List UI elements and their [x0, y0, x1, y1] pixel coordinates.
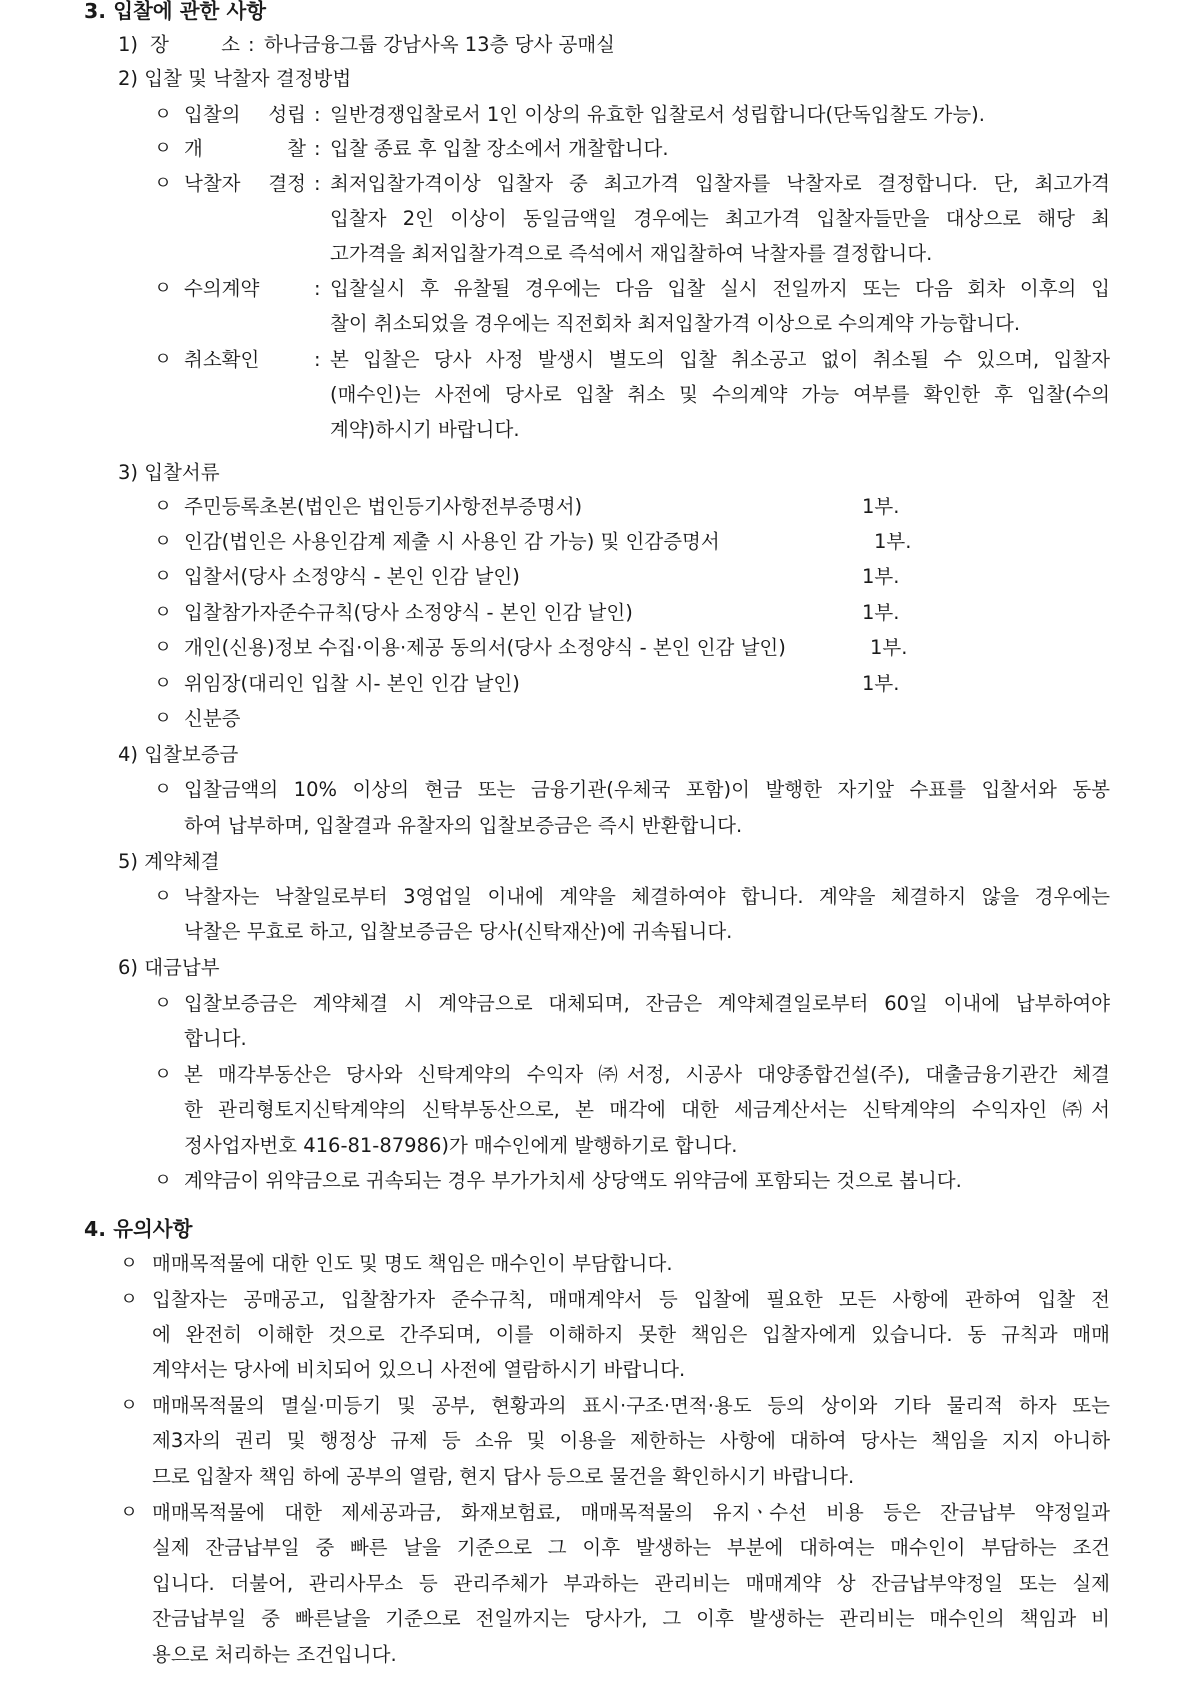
sub-1-label: 장 소: [150, 33, 240, 56]
bullet-icon: ㅇ: [120, 1289, 138, 1310]
bullet-icon: ㅇ: [154, 349, 172, 370]
sub-1-value: 하나금융그룹 강남사옥 13층 당사 공매실: [264, 33, 615, 56]
sub-3-title: 3) 입찰서류: [118, 461, 220, 484]
trust-text-3: 정사업자번호 416-81-87986)가 매수인에게 발행하기로 합니다.: [184, 1134, 738, 1157]
rule-label-cancel: 취소확인: [184, 348, 260, 371]
rule-text-private-contract-2: 찰이 취소되었을 경우에는 직전회차 최저입찰가격 이상으로 수의계약 가능합니다.: [330, 312, 1021, 335]
notice-text-2c: 계약서는 당사에 비치되어 있으니 사전에 열람하시기 바랍니다.: [152, 1358, 686, 1381]
rule-label-private-contract: 수의계약: [184, 277, 260, 300]
rule-colon: :: [314, 348, 321, 371]
rule-label-winner: 낙찰자 결정: [184, 172, 306, 195]
doc-name: 신분증: [184, 707, 241, 730]
rule-text-cancel-1: 본 입찰은 당사 사정 발생시 별도의 입찰 취소공고 없이 취소될 수 있으며, 입찰자: [330, 348, 1110, 371]
doc-quantity: 1부.: [870, 636, 908, 659]
deposit-text-2: 하여 납부하며, 입찰결과 유찰자의 입찰보증금은 즉시 반환합니다.: [184, 814, 743, 837]
rule-text-cancel-3: 계약)하시기 바랍니다.: [330, 418, 520, 441]
bullet-icon: ㅇ: [120, 1502, 138, 1523]
rule-label-establish: 입찰의 성립: [184, 103, 306, 126]
bullet-icon: ㅇ: [154, 531, 172, 552]
rule-text-private-contract-1: 입찰실시 후 유찰될 경우에는 다음 입찰 실시 전일까지 또는 다음 회차 이후의 입: [330, 277, 1110, 300]
notice-text-4a: 매매목적물에 대한 제세공과금, 화재보험료, 매매목적물의 유지ㆍ수선 비용 등은 잔금납부 약정일과: [152, 1501, 1110, 1524]
bullet-icon: ㅇ: [154, 1170, 172, 1191]
doc-quantity: 1부.: [874, 530, 912, 553]
sub-2-title: 2) 입찰 및 낙찰자 결정방법: [118, 67, 352, 90]
bullet-icon: ㅇ: [154, 278, 172, 299]
section-4-title: 4. 유의사항: [84, 1217, 193, 1241]
bullet-icon: ㅇ: [154, 708, 172, 729]
doc-quantity: 1부.: [862, 601, 900, 624]
doc-name: 위임장(대리인 입찰 시- 본인 인감 날인): [184, 672, 520, 695]
notice-text-4c: 입니다. 더불어, 관리사무소 등 관리주체가 부과하는 관리비는 매매계약 상 잔금납부약정일 또는 실제: [152, 1572, 1110, 1595]
doc-quantity: 1부.: [862, 495, 900, 518]
rule-text-opening: 입찰 종료 후 입찰 장소에서 개찰합니다.: [330, 137, 669, 160]
doc-name: 입찰서(당사 소정양식 - 본인 인감 날인): [184, 565, 520, 588]
bullet-icon: ㅇ: [154, 138, 172, 159]
rule-text-winner-2: 입찰자 2인 이상이 동일금액일 경우에는 최고가격 입찰자들만을 대상으로 해당 최: [330, 207, 1110, 230]
payment-text-2: 합니다.: [184, 1027, 247, 1050]
section-3-title: 3. 입찰에 관한 사항: [84, 0, 267, 23]
rule-colon: :: [314, 172, 321, 195]
bullet-icon: ㅇ: [154, 173, 172, 194]
rule-text-winner-3: 고가격을 최저입찰가격으로 즉석에서 재입찰하여 낙찰자를 결정합니다.: [330, 242, 933, 265]
payment-text-1: 입찰보증금은 계약체결 시 계약금으로 대체되며, 잔금은 계약체결일로부터 60일 이내에 납부하여야: [184, 992, 1110, 1015]
bullet-icon: ㅇ: [154, 602, 172, 623]
contract-text-2: 낙찰은 무효로 하고, 입찰보증금은 당사(신탁재산)에 귀속됩니다.: [184, 920, 733, 943]
rule-label-opening: 개 찰: [184, 137, 306, 160]
doc-quantity: 1부.: [862, 672, 900, 695]
bullet-icon: ㅇ: [154, 886, 172, 907]
sub-6-title: 6) 대금납부: [118, 956, 220, 979]
rule-text-establish: 일반경쟁입찰로서 1인 이상의 유효한 입찰로서 성립합니다(단독입찰도 가능).: [330, 103, 985, 126]
bullet-icon: ㅇ: [120, 1395, 138, 1416]
penalty-text: 계약금이 위약금으로 귀속되는 경우 부가가치세 상당액도 위약금에 포함되는 것으로 봅니다.: [184, 1169, 962, 1192]
rule-text-winner-1: 최저입찰가격이상 입찰자 중 최고가격 입찰자를 낙찰자로 결정합니다. 단, 최고가격: [330, 172, 1110, 195]
bullet-icon: ㅇ: [154, 993, 172, 1014]
rule-colon: :: [314, 137, 321, 160]
sub-1-colon: :: [248, 33, 255, 56]
notice-text-4e: 용으로 처리하는 조건입니다.: [152, 1643, 397, 1666]
rule-colon: :: [314, 277, 321, 300]
sub-5-title: 5) 계약체결: [118, 850, 220, 873]
notice-text-2b: 에 완전히 이해한 것으로 간주되며, 이를 이해하지 못한 책임은 입찰자에게 있습니다. 동 규칙과 매매: [152, 1323, 1110, 1346]
deposit-text-1: 입찰금액의 10% 이상의 현금 또는 금융기관(우체국 포함)이 발행한 자기앞 수표를 입찰서와 동봉: [184, 778, 1110, 801]
notice-text-3c: 므로 입찰자 책임 하에 공부의 열람, 현지 답사 등으로 물건을 확인하시기 바랍니다.: [152, 1465, 855, 1488]
bullet-icon: ㅇ: [154, 104, 172, 125]
notice-text-1: 매매목적물에 대한 인도 및 명도 책임은 매수인이 부담합니다.: [152, 1252, 673, 1275]
bullet-icon: ㅇ: [154, 637, 172, 658]
bullet-icon: ㅇ: [154, 496, 172, 517]
bullet-icon: ㅇ: [154, 673, 172, 694]
bullet-icon: ㅇ: [120, 1253, 138, 1274]
notice-text-2a: 입찰자는 공매공고, 입찰참가자 준수규칙, 매매계약서 등 입찰에 필요한 모든 사항에 관하여 입찰 전: [152, 1288, 1110, 1311]
rule-text-cancel-2: (매수인)는 사전에 당사로 입찰 취소 및 수의계약 가능 여부를 확인한 후 입찰(수의: [330, 383, 1110, 406]
trust-text-2: 한 관리형토지신탁계약의 신탁부동산으로, 본 매각에 대한 세금계산서는 신탁계약의 수익자인 ㈜서: [184, 1098, 1110, 1121]
sub-4-title: 4) 입찰보증금: [118, 743, 239, 766]
notice-text-4d: 잔금납부일 중 빠른날을 기준으로 전일까지는 당사가, 그 이후 발생하는 관리비는 매수인의 책임과 비: [152, 1607, 1110, 1630]
contract-text-1: 낙찰자는 낙찰일로부터 3영업일 이내에 계약을 체결하여야 합니다. 계약을 체결하지 않을 경우에는: [184, 885, 1110, 908]
doc-name: 개인(신용)정보 수집·이용·제공 동의서(당사 소정양식 - 본인 인감 날인): [184, 636, 786, 659]
doc-name: 주민등록초본(법인은 법인등기사항전부증명서): [184, 495, 583, 518]
bullet-icon: ㅇ: [154, 779, 172, 800]
doc-quantity: 1부.: [862, 565, 900, 588]
notice-text-3b: 제3자의 권리 및 행정상 규제 등 소유 및 이용을 제한하는 사항에 대하여 당사는 책임을 지지 아니하: [152, 1429, 1110, 1452]
notice-text-3a: 매매목적물의 멸실·미등기 및 공부, 현황과의 표시·구조·면적·용도 등의 상이와 기타 물리적 하자 또는: [152, 1394, 1110, 1417]
notice-text-4b: 실제 잔금납부일 중 빠른 날을 기준으로 그 이후 발생하는 부분에 대하여는 매수인이 부담하는 조건: [152, 1536, 1110, 1559]
doc-name: 인감(법인은 사용인감계 제출 시 사용인 감 가능) 및 인감증명서: [184, 530, 720, 553]
sub-1-number: 1): [118, 33, 139, 56]
doc-name: 입찰참가자준수규칙(당사 소정양식 - 본인 인감 날인): [184, 601, 633, 624]
bullet-icon: ㅇ: [154, 566, 172, 587]
rule-colon: :: [314, 103, 321, 126]
bullet-icon: ㅇ: [154, 1064, 172, 1085]
trust-text-1: 본 매각부동산은 당사와 신탁계약의 수익자 ㈜서정, 시공사 대양종합건설(주), 대출금융기관간 체결: [184, 1063, 1110, 1086]
